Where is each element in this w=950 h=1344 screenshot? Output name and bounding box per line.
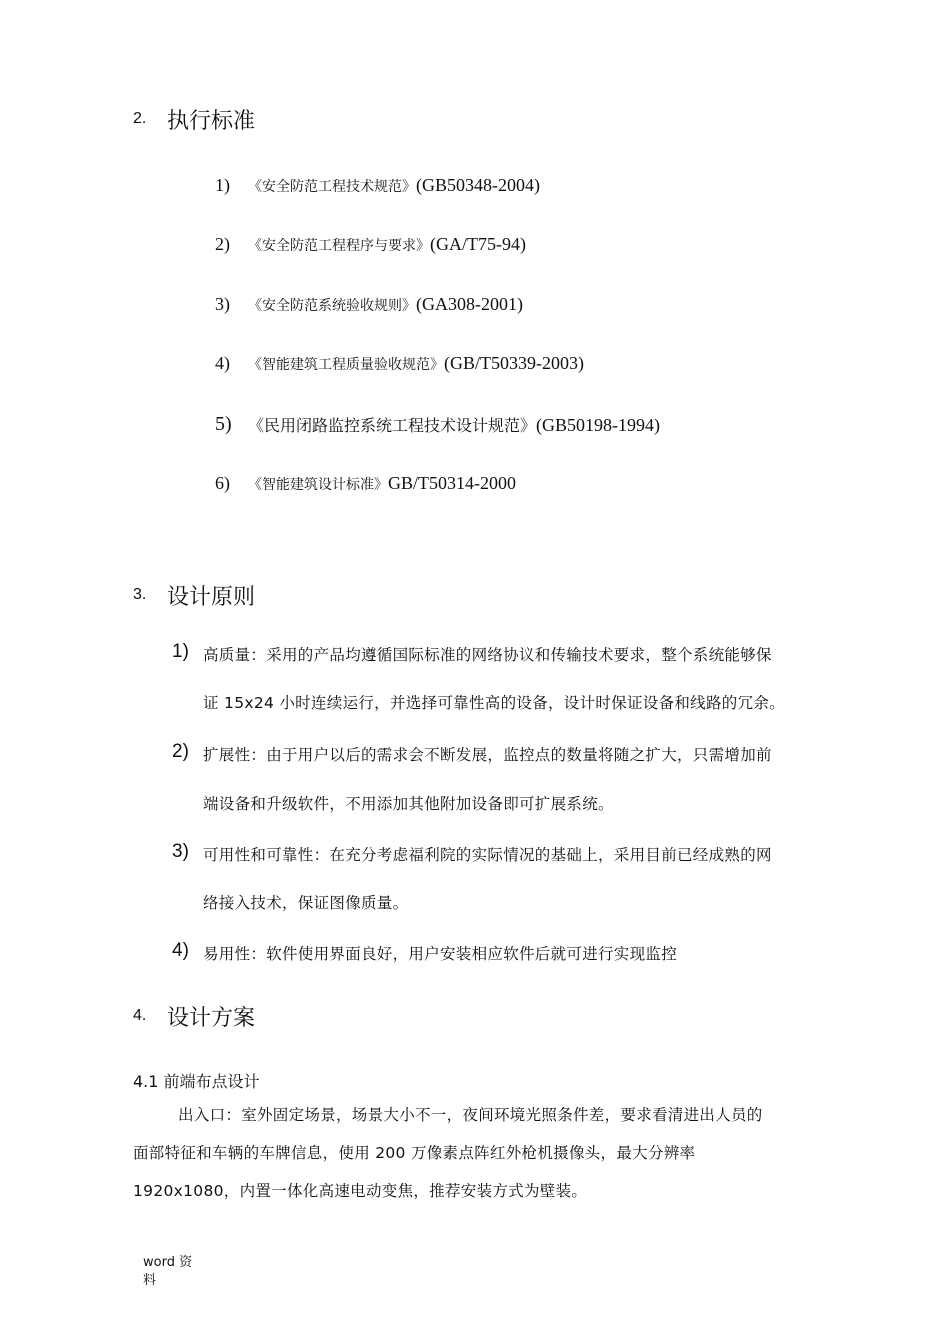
standard-name: 《安全防范系统验收规则》: [248, 298, 416, 314]
principle-number: 2): [172, 741, 189, 762]
paragraph-line: 1920x1080，内置一体化高速电动变焦，推荐安装方式为壁装。: [133, 1182, 588, 1200]
item-number: 2): [215, 234, 230, 254]
section-title: 设计原则: [167, 585, 256, 610]
principle-text: 易用性：软件使用界面良好，用户安装相应软件后就可进行实现监控: [203, 945, 678, 963]
standard-name: 《智能建筑设计标准》: [248, 477, 388, 493]
principle-text: 高质量：采用的产品均遵循国际标准的网络协议和传输技术要求，整个系统能够保: [203, 646, 772, 664]
standard-name: 《安全防范工程程序与要求》: [248, 238, 430, 254]
section-number: 2.: [133, 110, 147, 127]
standard-code: (GB50348-2004): [416, 175, 540, 195]
standard-name: 《安全防范工程技术规范》: [248, 179, 416, 195]
standard-name: 《智能建筑工程质量验收规范》: [248, 357, 444, 373]
principle-number: 3): [172, 841, 189, 862]
item-number: 4): [215, 353, 230, 373]
section-number: 4.: [133, 1007, 147, 1024]
standard-code: (GB/T50339-2003): [444, 353, 584, 373]
principle-number: 1): [172, 641, 189, 662]
subsection-title: 4.1 前端布点设计: [133, 1072, 260, 1091]
paragraph-line: 出入口：室外固定场景，场景大小不一，夜间环境光照条件差，要求看清进出人员的: [178, 1106, 763, 1124]
standard-code: (GB50198-1994): [536, 415, 661, 435]
standard-code: (GA308-2001): [416, 294, 523, 314]
standard-name: 《民用闭路监控系统工程技术设计规范》: [248, 416, 537, 435]
item-number: 1): [215, 175, 230, 195]
page-footer: word 资料: [143, 1255, 193, 1288]
principle-number: 4): [172, 940, 189, 961]
paragraph-line: 面部特征和车辆的车牌信息，使用 200 万像素点阵红外枪机摄像头，最大分辨率: [133, 1144, 696, 1162]
standard-code: (GA/T75-94): [430, 234, 526, 254]
item-number: 6): [215, 473, 230, 493]
section-title: 设计方案: [167, 1006, 256, 1031]
principle-text: 可用性和可靠性：在充分考虑福利院的实际情况的基础上，采用目前已经成熟的网: [203, 846, 772, 864]
principle-text: 扩展性：由于用户以后的需求会不断发展，监控点的数量将随之扩大，只需增加前: [203, 746, 772, 764]
principle-text: 络接入技术，保证图像质量。: [203, 894, 409, 912]
standard-code: GB/T50314-2000: [388, 473, 516, 493]
principle-text: 证 15x24 小时连续运行，并选择可靠性高的设备，设计时保证设备和线路的冗余。: [203, 694, 785, 712]
item-number: 5): [215, 413, 232, 435]
principle-text: 端设备和升级软件，不用添加其他附加设备即可扩展系统。: [203, 795, 614, 813]
item-number: 3): [215, 294, 230, 314]
section-number: 3.: [133, 586, 147, 603]
section-title: 执行标准: [167, 109, 256, 134]
